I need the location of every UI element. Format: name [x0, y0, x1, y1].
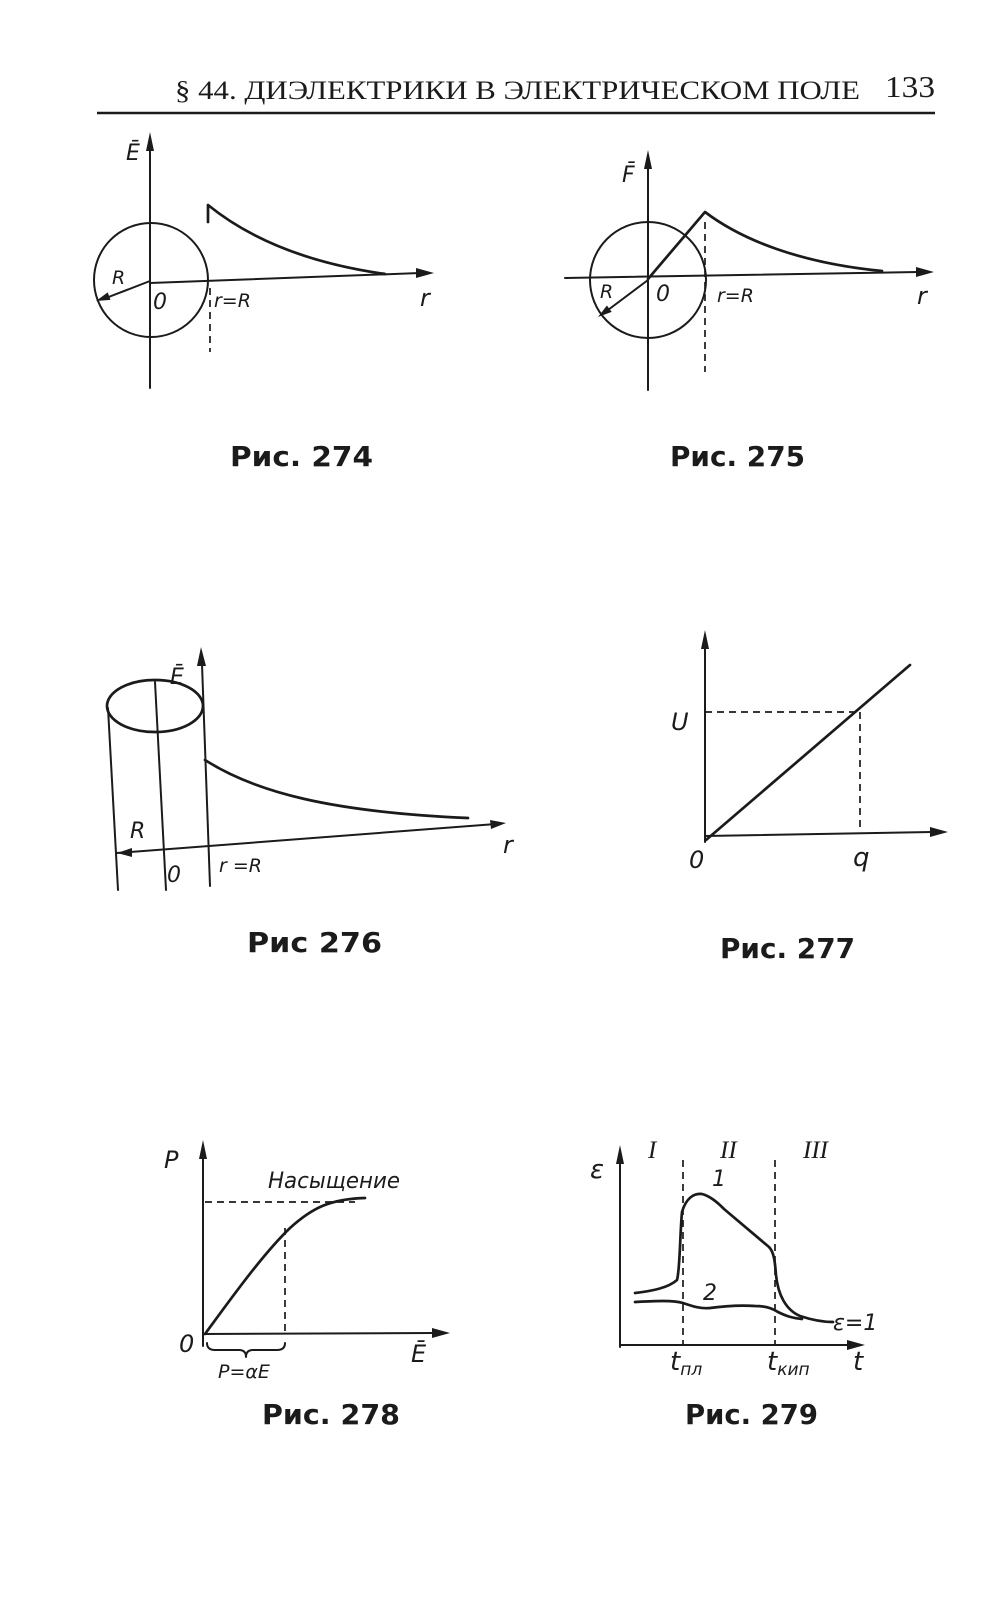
r-axis-label: r [420, 284, 430, 312]
boiling-temperature-label [767, 1347, 810, 1380]
linear-region-brace [207, 1343, 285, 1357]
f-axis-label: F̄ [622, 163, 635, 188]
q-axis [705, 832, 932, 836]
epsilon-axis-label: ε [590, 1155, 605, 1185]
saturation-label: Насыщение [268, 1169, 400, 1194]
r-axis-arrowhead [916, 267, 934, 277]
figure-276-caption: Рис 276 [247, 926, 382, 959]
field-curve [208, 205, 385, 274]
figure-278 [164, 1140, 450, 1431]
figure-274 [94, 132, 434, 473]
melting-temperature-symbol: t [670, 1347, 681, 1377]
figure-274-caption: Рис. 274 [230, 440, 373, 473]
voltage-charge-line [706, 665, 910, 840]
cylinder-left-edge [108, 708, 118, 890]
r-axis-label: r [917, 282, 927, 310]
origin-label: 0 [153, 290, 167, 315]
boundary-label: r =R [219, 855, 262, 877]
epsilon-axis-arrowhead [616, 1145, 624, 1164]
figure-279 [590, 1137, 877, 1431]
origin-label: 0 [689, 846, 705, 874]
curve-1-label: 1 [712, 1167, 726, 1192]
origin-label: 0 [656, 282, 670, 307]
section-title: § 44. ДИЭЛЕКТРИКИ В ЭЛЕКТРИЧЕСКОМ ПОЛЕ [175, 76, 860, 105]
curve-2-label: 2 [703, 1281, 717, 1306]
running-header [97, 69, 935, 113]
page-number: 133 [885, 69, 935, 104]
figure-275 [565, 150, 934, 473]
boiling-temperature-subscript: кип [777, 1360, 810, 1380]
r-axis-label: r [503, 831, 513, 859]
e-axis-arrowhead [432, 1328, 450, 1338]
melting-temperature-label [670, 1347, 702, 1380]
t-axis-label: t [853, 1347, 864, 1377]
r-axis [117, 824, 496, 853]
figure-277-caption: Рис. 277 [720, 932, 855, 965]
u-axis-arrowhead [701, 630, 709, 649]
p-axis-arrowhead [199, 1140, 207, 1159]
e-axis-label: Ē [126, 141, 140, 166]
region-label-1: I [648, 1137, 657, 1164]
f-axis-arrowhead [644, 150, 652, 169]
boundary-label: r=R [717, 285, 754, 307]
figure-277 [671, 630, 948, 965]
boiling-temperature-symbol: t [767, 1347, 778, 1377]
e-axis-label: Ē [411, 1340, 427, 1368]
radius-label: R [600, 281, 614, 303]
e-axis-arrowhead [146, 132, 154, 151]
u-label: U [671, 708, 689, 736]
linear-region-label: P=αE [218, 1361, 270, 1383]
radius-label: R [112, 267, 126, 289]
vacuum-limit-label: ε=1 [833, 1311, 878, 1336]
e-axis-label: Ē [170, 665, 184, 690]
melting-temperature-subscript: пл [680, 1360, 703, 1380]
curve-2 [635, 1301, 802, 1319]
field-curve [205, 760, 468, 818]
origin-label: 0 [179, 1330, 195, 1358]
e-axis [202, 664, 210, 886]
region-label-3: III [803, 1137, 828, 1164]
figure-275-caption: Рис. 275 [670, 440, 805, 473]
e-axis-arrowhead [197, 647, 206, 666]
radius-arrowhead [96, 292, 111, 301]
radius-line [608, 280, 648, 310]
figure-276 [107, 647, 515, 959]
q-label: q [853, 843, 870, 873]
radius-label: R [130, 819, 146, 844]
figure-279-caption: Рис. 279 [685, 1398, 818, 1431]
figure-278-caption: Рис. 278 [262, 1398, 400, 1431]
curve-1 [635, 1194, 833, 1322]
radius-arrowhead [117, 848, 132, 857]
r-axis-arrowhead [490, 820, 506, 829]
region-label-2: II [720, 1137, 737, 1164]
e-axis [203, 1333, 434, 1334]
p-axis-label: P [164, 1146, 179, 1174]
origin-label: 0 [167, 863, 181, 888]
q-axis-arrowhead [930, 827, 948, 837]
r-axis-arrowhead [416, 268, 434, 278]
r-axis [565, 272, 918, 278]
boundary-label: r=R [214, 290, 251, 312]
cylinder-axis-line [155, 682, 166, 890]
force-curve [648, 212, 882, 279]
